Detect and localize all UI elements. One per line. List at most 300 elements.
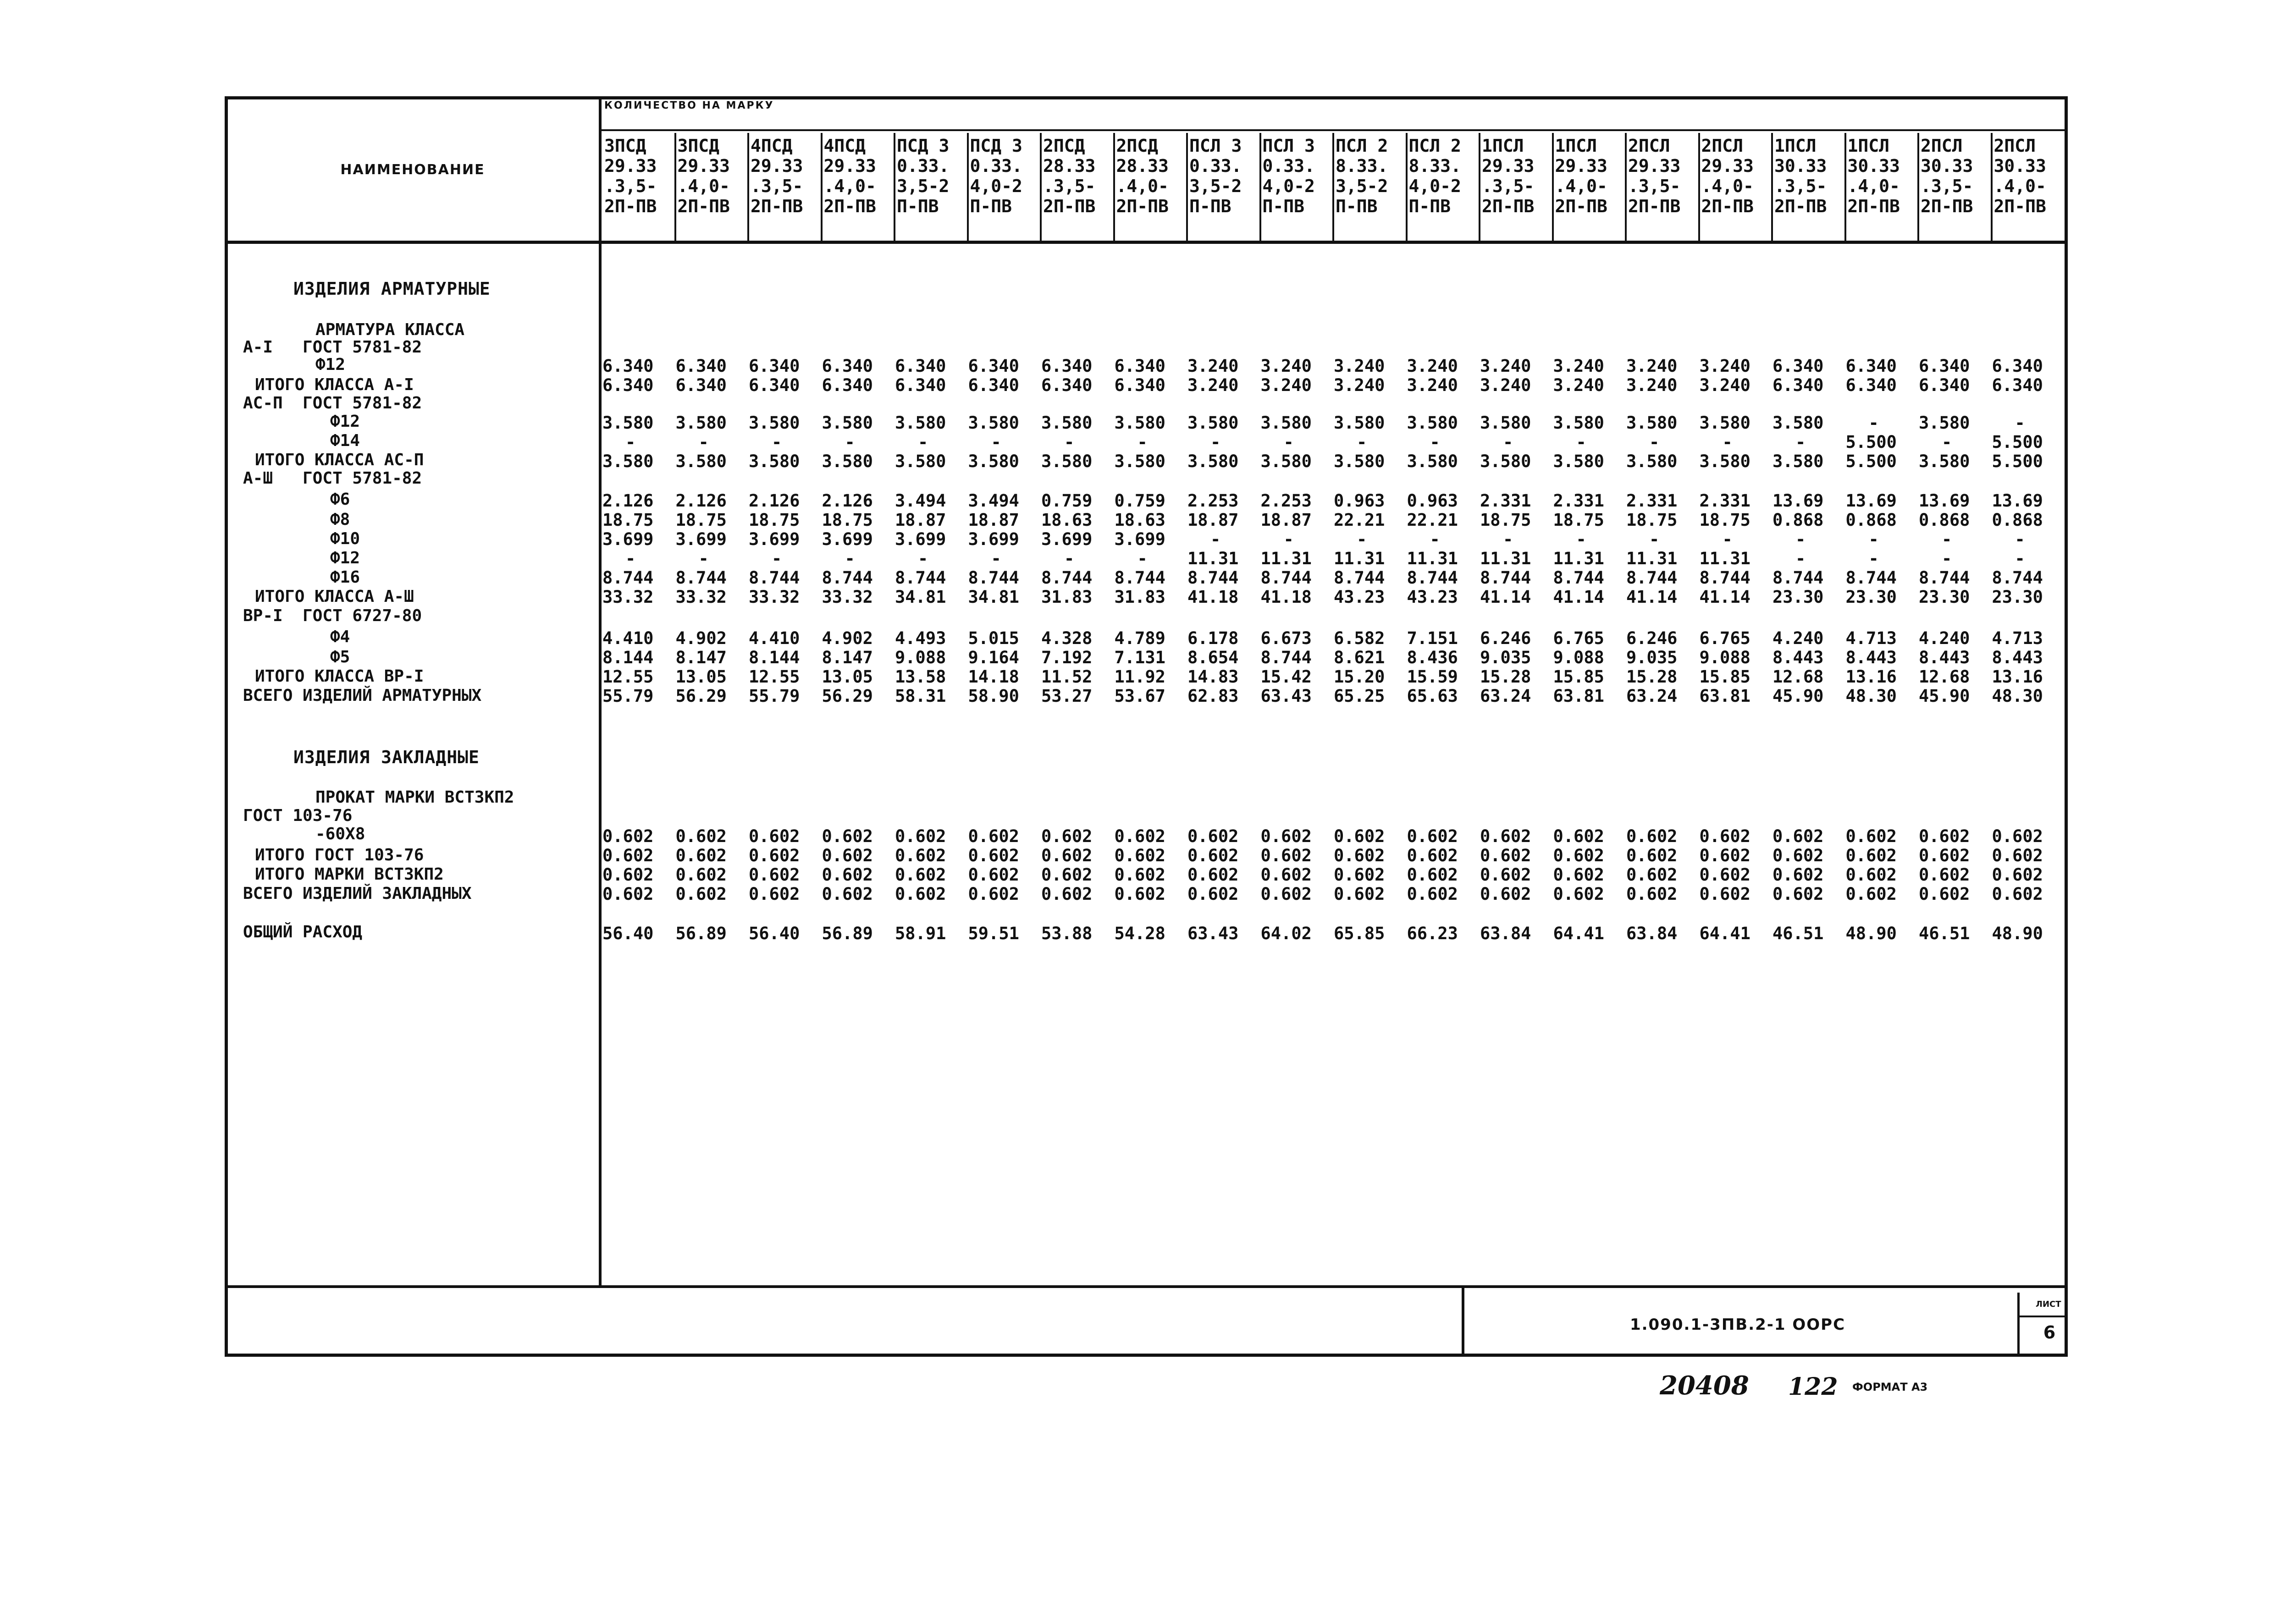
cell-grand: 66.23 <box>1407 924 1458 943</box>
cell-grand: 63.84 <box>1480 924 1531 943</box>
cell-ac2_d14: - <box>918 432 928 452</box>
cell-a3_total: 23.30 <box>1772 587 1824 607</box>
cell-a3_d6: 0.759 <box>1041 491 1093 511</box>
cell-bp1_d5: 7.192 <box>1041 648 1093 667</box>
cell-a3_d16: 8.744 <box>1480 568 1531 588</box>
cell-ac2_d12: 3.580 <box>749 413 800 433</box>
cell-a3_d12: 11.31 <box>1334 549 1385 568</box>
cell-a1_d12: 6.340 <box>1992 356 2043 376</box>
qty-title: КОЛИЧЕСТВО НА МАРКУ <box>604 100 774 111</box>
cell-a3_d6: 13.69 <box>1845 491 1897 511</box>
cell-a1_d12: 6.340 <box>675 356 727 376</box>
cell-ac2_total: 3.580 <box>1480 451 1531 471</box>
cell-bp1_total: 14.18 <box>968 667 1019 687</box>
mark-header-5: ПСД 3 0.33. 3,5-2 П-ПВ <box>897 136 950 216</box>
cell-emb_all: 0.602 <box>1260 884 1312 904</box>
cell-a1_d12: 3.240 <box>1699 356 1750 376</box>
cell-emb_all: 0.602 <box>602 884 654 904</box>
cell-a3_d8: 0.868 <box>1919 510 1970 530</box>
cell-grand: 48.90 <box>1992 924 2043 943</box>
cell-a1_d12: 6.340 <box>895 356 946 376</box>
cell-a3_d10: - <box>1722 529 1733 549</box>
cell-a3_d16: 8.744 <box>602 568 654 588</box>
cell-bp1_total: 13.58 <box>895 667 946 687</box>
label-a1-total: ИТОГО КЛАССА А-I <box>255 375 414 394</box>
cell-ac2_d14: - <box>1576 432 1586 452</box>
cell-emb_size: 0.602 <box>1553 826 1604 846</box>
cell-a3_d16: 8.744 <box>968 568 1019 588</box>
cell-emb_size: 0.602 <box>1114 826 1165 846</box>
cell-ac2_total: 3.580 <box>1699 451 1750 471</box>
cell-a3_d6: 2.126 <box>749 491 800 511</box>
cell-grand: 64.41 <box>1553 924 1604 943</box>
cell-ac2_d12: 3.580 <box>1260 413 1312 433</box>
cell-a3_d6: 2.253 <box>1187 491 1239 511</box>
cell-bp1_d5: 8.443 <box>1845 648 1897 667</box>
cell-a3_d16: 8.744 <box>1772 568 1824 588</box>
cell-emb_size: 0.602 <box>1041 826 1093 846</box>
mark-header-16: 2ПСЛ 29.33 .4,0- 2П-ПВ <box>1701 136 1754 216</box>
cell-bp1_total: 12.55 <box>749 667 800 687</box>
cell-ac2_total: 3.580 <box>1553 451 1604 471</box>
cell-ac2_d12: 3.580 <box>675 413 727 433</box>
cell-a3_d8: 0.868 <box>1845 510 1897 530</box>
cell-emb_all: 0.602 <box>1480 884 1531 904</box>
cell-a1_total: 6.340 <box>1992 375 2043 395</box>
cell-a3_d12: - <box>1942 549 1952 568</box>
cell-a1_d12: 3.240 <box>1260 356 1312 376</box>
mark-header-11: ПСЛ 2 8.33. 3,5-2 П-ПВ <box>1336 136 1388 216</box>
cell-bp1_total: 11.92 <box>1114 667 1165 687</box>
cell-a3_d16: 8.744 <box>675 568 727 588</box>
cell-a3_d8: 18.75 <box>749 510 800 530</box>
cell-emb_all: 0.602 <box>822 884 873 904</box>
cell-ac2_d12: 3.580 <box>602 413 654 433</box>
cell-emb_all: 0.602 <box>1114 884 1165 904</box>
cell-a3_d16: 8.744 <box>1041 568 1093 588</box>
mark-header-7: 2ПСД 28.33 .3,5- 2П-ПВ <box>1043 136 1096 216</box>
cell-bp1_total: 14.83 <box>1187 667 1239 687</box>
cell-a3_d6: 2.126 <box>675 491 727 511</box>
cell-a3_d12: - <box>1795 549 1806 568</box>
cell-ac2_d12: 3.580 <box>1480 413 1531 433</box>
cell-a3_d8: 22.21 <box>1334 510 1385 530</box>
cell-emb_size: 0.602 <box>968 826 1019 846</box>
document-code: 1.090.1-3ПВ.2-1 ООРС <box>1629 1316 1846 1334</box>
cell-bp1_total: 12.68 <box>1772 667 1824 687</box>
cell-a3_total: 33.32 <box>749 587 800 607</box>
cell-ac2_d12: 3.580 <box>1919 413 1970 433</box>
cell-arm_all: 45.90 <box>1919 686 1970 706</box>
cell-bp1_total: 15.28 <box>1480 667 1531 687</box>
sheet-cell-divider <box>2017 1293 2020 1357</box>
cell-ac2_d12: 3.580 <box>1187 413 1239 433</box>
cell-bp1_d4: 4.240 <box>1772 628 1824 648</box>
cell-grand: 56.40 <box>749 924 800 943</box>
mark-header-8: 2ПСД 28.33 .4,0- 2П-ПВ <box>1116 136 1169 216</box>
cell-a3_d12: - <box>1064 549 1075 568</box>
cell-arm_all: 45.90 <box>1772 686 1824 706</box>
cell-a3_total: 33.32 <box>822 587 873 607</box>
cell-mark_total: 0.602 <box>1187 865 1239 885</box>
cell-a3_d8: 18.87 <box>1260 510 1312 530</box>
cell-a1_total: 6.340 <box>1772 375 1824 395</box>
cell-bp1_total: 12.55 <box>602 667 654 687</box>
cell-a1_d12: 6.340 <box>1772 356 1824 376</box>
cell-a3_d8: 18.75 <box>602 510 654 530</box>
cell-arm_all: 55.79 <box>749 686 800 706</box>
label-gost103-total: ИТОГО ГОСТ 103-76 <box>255 846 424 864</box>
cell-ac2_d14: - <box>1722 432 1733 452</box>
cell-bp1_d5: 8.744 <box>1260 648 1312 667</box>
cell-a3_d12: 11.31 <box>1480 549 1531 568</box>
cell-gost103_total: 0.602 <box>1334 846 1385 865</box>
cell-gost103_total: 0.602 <box>1407 846 1458 865</box>
cell-bp1_total: 11.52 <box>1041 667 1093 687</box>
cell-a3_d6: 13.69 <box>1992 491 2043 511</box>
label-a3-d16: Ф16 <box>330 568 360 587</box>
cell-ac2_d14: 5.500 <box>1992 432 2043 452</box>
cell-a3_d8: 18.75 <box>1480 510 1531 530</box>
cell-bp1_d5: 8.621 <box>1334 648 1385 667</box>
cell-bp1_d5: 9.088 <box>1699 648 1750 667</box>
cell-bp1_d4: 4.493 <box>895 628 946 648</box>
cell-a3_d16: 8.744 <box>1334 568 1385 588</box>
cell-a3_d16: 8.744 <box>822 568 873 588</box>
cell-mark_total: 0.602 <box>822 865 873 885</box>
cell-emb_size: 0.602 <box>1480 826 1531 846</box>
cell-a3_d12: - <box>2015 549 2025 568</box>
mark-header-14: 1ПСЛ 29.33 .4,0- 2П-ПВ <box>1555 136 1607 216</box>
cell-ac2_d14: - <box>1283 432 1294 452</box>
cell-a3_total: 23.30 <box>1992 587 2043 607</box>
cell-mark_total: 0.602 <box>1260 865 1312 885</box>
cell-a3_total: 43.23 <box>1407 587 1458 607</box>
cell-gost103_total: 0.602 <box>1845 846 1897 865</box>
cell-bp1_total: 12.68 <box>1919 667 1970 687</box>
cell-bp1_total: 15.20 <box>1334 667 1385 687</box>
cell-a3_d8: 18.63 <box>1114 510 1165 530</box>
cell-a1_total: 6.340 <box>749 375 800 395</box>
cell-emb_all: 0.602 <box>895 884 946 904</box>
cell-a1_d12: 3.240 <box>1553 356 1604 376</box>
cell-a3_d10: 3.699 <box>602 529 654 549</box>
cell-a3_d6: 2.126 <box>822 491 873 511</box>
cell-arm_all: 48.30 <box>1992 686 2043 706</box>
cell-bp1_total: 13.16 <box>1845 667 1897 687</box>
cell-ac2_d12: - <box>1868 413 1879 433</box>
cell-arm_all: 63.81 <box>1553 686 1604 706</box>
cell-a1_total: 3.240 <box>1334 375 1385 395</box>
sheet-number: 6 <box>2043 1322 2056 1343</box>
cell-a3_d8: 0.868 <box>1992 510 2043 530</box>
cell-a3_d10: - <box>1357 529 1367 549</box>
cell-a3_d6: 0.759 <box>1114 491 1165 511</box>
cell-a1_total: 3.240 <box>1626 375 1678 395</box>
cell-a3_d8: 18.87 <box>1187 510 1239 530</box>
cell-ac2_d14: - <box>1430 432 1440 452</box>
cell-emb_all: 0.602 <box>1845 884 1897 904</box>
cell-bp1_d4: 6.246 <box>1626 628 1678 648</box>
cell-bp1_d5: 8.144 <box>602 648 654 667</box>
cell-a3_d12: - <box>625 549 636 568</box>
cell-bp1_d4: 6.246 <box>1480 628 1531 648</box>
cell-ac2_d14: - <box>845 432 855 452</box>
cell-bp1_d4: 6.178 <box>1187 628 1239 648</box>
cell-a1_d12: 6.340 <box>1114 356 1165 376</box>
cell-gost103_total: 0.602 <box>1699 846 1750 865</box>
cell-emb_size: 0.602 <box>1334 826 1385 846</box>
mark-header-20: 2ПСЛ 30.33 .4,0- 2П-ПВ <box>1993 136 2046 216</box>
cell-a1_total: 3.240 <box>1480 375 1531 395</box>
cell-a3_total: 41.14 <box>1699 587 1750 607</box>
cell-bp1_d4: 4.789 <box>1114 628 1165 648</box>
sheet-label: ЛИСТ <box>2036 1299 2061 1309</box>
cell-a3_d16: 8.744 <box>749 568 800 588</box>
cell-a3_d16: 8.744 <box>1187 568 1239 588</box>
cell-ac2_d14: - <box>1795 432 1806 452</box>
cell-a3_d10: - <box>1942 529 1952 549</box>
cell-a1_total: 6.340 <box>895 375 946 395</box>
cell-grand: 59.51 <box>968 924 1019 943</box>
cell-a3_d6: 2.331 <box>1480 491 1531 511</box>
mark-header-12: ПСЛ 2 8.33. 4,0-2 П-ПВ <box>1408 136 1461 216</box>
label-size: -60Х8 <box>315 825 365 843</box>
cell-bp1_d5: 8.443 <box>1772 648 1824 667</box>
stamp-top-line <box>225 1285 2068 1288</box>
cell-ac2_d14: - <box>1137 432 1148 452</box>
cell-bp1_d4: 4.713 <box>1992 628 2043 648</box>
cell-emb_all: 0.602 <box>1919 884 1970 904</box>
name-column-header: НАИМЕНОВАНИЕ <box>340 161 485 178</box>
cell-a1_d12: 6.340 <box>749 356 800 376</box>
label-a3-d10: Ф10 <box>330 529 360 548</box>
cell-a1_d12: 3.240 <box>1187 356 1239 376</box>
stamp-divider <box>1462 1285 1464 1357</box>
mark-header-19: 2ПСЛ 30.33 .3,5- 2П-ПВ <box>1921 136 1973 216</box>
cell-bp1_d5: 9.088 <box>1553 648 1604 667</box>
cell-emb_size: 0.602 <box>1187 826 1239 846</box>
cell-a3_total: 41.14 <box>1553 587 1604 607</box>
cell-arm_all: 58.90 <box>968 686 1019 706</box>
cell-ac2_total: 3.580 <box>749 451 800 471</box>
cell-bp1_d5: 8.654 <box>1187 648 1239 667</box>
cell-ac2_d12: 3.580 <box>1626 413 1678 433</box>
cell-ac2_d12: 3.580 <box>1041 413 1093 433</box>
label-arm-all: ВСЕГО ИЗДЕЛИЙ АРМАТУРНЫХ <box>243 686 482 705</box>
cell-arm_all: 62.83 <box>1187 686 1239 706</box>
cell-emb_size: 0.602 <box>1626 826 1678 846</box>
cell-bp1_d4: 4.713 <box>1845 628 1897 648</box>
cell-a3_d16: 8.744 <box>895 568 946 588</box>
cell-ac2_d14: - <box>991 432 1001 452</box>
cell-a1_total: 6.340 <box>1919 375 1970 395</box>
cell-bp1_total: 13.05 <box>822 667 873 687</box>
cell-grand: 65.85 <box>1334 924 1385 943</box>
cell-mark_total: 0.602 <box>1845 865 1897 885</box>
cell-emb_all: 0.602 <box>749 884 800 904</box>
cell-ac2_total: 3.580 <box>1334 451 1385 471</box>
cell-a3_total: 41.18 <box>1260 587 1312 607</box>
cell-gost103_total: 0.602 <box>675 846 727 865</box>
cell-emb_size: 0.602 <box>1992 826 2043 846</box>
cell-bp1_d4: 4.328 <box>1041 628 1093 648</box>
cell-emb_all: 0.602 <box>1041 884 1093 904</box>
cell-a3_total: 23.30 <box>1845 587 1897 607</box>
cell-arm_all: 58.31 <box>895 686 946 706</box>
cell-a3_d8: 18.63 <box>1041 510 1093 530</box>
mark-header-9: ПСЛ 3 0.33. 3,5-2 П-ПВ <box>1189 136 1242 216</box>
cell-gost103_total: 0.602 <box>1187 846 1239 865</box>
cell-a3_d10: - <box>1503 529 1513 549</box>
cell-a3_d6: 13.69 <box>1919 491 1970 511</box>
cell-gost103_total: 0.602 <box>1992 846 2043 865</box>
cell-a1_total: 3.240 <box>1260 375 1312 395</box>
cell-mark_total: 0.602 <box>968 865 1019 885</box>
cell-a3_d10: - <box>1649 529 1660 549</box>
cell-bp1_d5: 9.164 <box>968 648 1019 667</box>
cell-a3_d6: 2.331 <box>1553 491 1604 511</box>
cell-mark_total: 0.602 <box>895 865 946 885</box>
cell-arm_all: 53.67 <box>1114 686 1165 706</box>
cell-bp1_total: 15.28 <box>1626 667 1678 687</box>
cell-bp1_d5: 8.147 <box>675 648 727 667</box>
cell-a3_total: 31.83 <box>1041 587 1093 607</box>
cell-gost103_total: 0.602 <box>895 846 946 865</box>
cell-bp1_d4: 4.410 <box>602 628 654 648</box>
cell-a3_d6: 2.126 <box>602 491 654 511</box>
mark-header-4: 4ПСД 29.33 .4,0- 2П-ПВ <box>823 136 876 216</box>
cell-a3_d16: 8.744 <box>1407 568 1458 588</box>
cell-grand: 63.84 <box>1626 924 1678 943</box>
cell-a1_total: 6.340 <box>1041 375 1093 395</box>
cell-emb_size: 0.602 <box>895 826 946 846</box>
cell-gost103_total: 0.602 <box>1772 846 1824 865</box>
cell-bp1_d5: 8.436 <box>1407 648 1458 667</box>
cell-a1_total: 6.340 <box>1114 375 1165 395</box>
cell-grand: 64.02 <box>1260 924 1312 943</box>
qty-title-line <box>601 129 2068 131</box>
section-embedded: ИЗДЕЛИЯ ЗАКЛАДНЫЕ <box>293 747 480 767</box>
cell-ac2_total: 3.580 <box>1407 451 1458 471</box>
cell-bp1_total: 15.85 <box>1699 667 1750 687</box>
cell-grand: 63.43 <box>1187 924 1239 943</box>
cell-mark_total: 0.602 <box>1041 865 1093 885</box>
cell-a3_d16: 8.744 <box>1992 568 2043 588</box>
label-gost103: ГОСТ 103-76 <box>243 806 353 825</box>
cell-arm_all: 53.27 <box>1041 686 1093 706</box>
cell-a1_d12: 6.340 <box>1919 356 1970 376</box>
cell-gost103_total: 0.602 <box>602 846 654 865</box>
cell-a3_total: 34.81 <box>968 587 1019 607</box>
cell-a1_total: 6.340 <box>968 375 1019 395</box>
cell-a3_total: 31.83 <box>1114 587 1165 607</box>
cell-emb_all: 0.602 <box>968 884 1019 904</box>
cell-ac2_d14: 5.500 <box>1845 432 1897 452</box>
cell-a3_d12: - <box>845 549 855 568</box>
cell-mark_total: 0.602 <box>675 865 727 885</box>
cell-a3_d10: 3.699 <box>968 529 1019 549</box>
cell-ac2_total: 3.580 <box>1187 451 1239 471</box>
cell-ac2_d12: 3.580 <box>895 413 946 433</box>
cell-emb_size: 0.602 <box>1699 826 1750 846</box>
cell-mark_total: 0.602 <box>749 865 800 885</box>
cell-ac2_total: 3.580 <box>675 451 727 471</box>
cell-emb_all: 0.602 <box>1992 884 2043 904</box>
cell-a3_d6: 3.494 <box>895 491 946 511</box>
cell-a3_total: 34.81 <box>895 587 946 607</box>
cell-ac2_total: 3.580 <box>895 451 946 471</box>
cell-mark_total: 0.602 <box>1772 865 1824 885</box>
cell-emb_all: 0.602 <box>1772 884 1824 904</box>
cell-bp1_d4: 6.582 <box>1334 628 1385 648</box>
cell-arm_all: 65.63 <box>1407 686 1458 706</box>
cell-gost103_total: 0.602 <box>1626 846 1678 865</box>
cell-a3_d8: 18.75 <box>675 510 727 530</box>
table-frame <box>225 96 2068 1357</box>
cell-bp1_d4: 7.151 <box>1407 628 1458 648</box>
cell-ac2_total: 3.580 <box>602 451 654 471</box>
cell-arm_all: 56.29 <box>822 686 873 706</box>
cell-a3_total: 33.32 <box>602 587 654 607</box>
cell-a1_total: 3.240 <box>1699 375 1750 395</box>
cell-ac2_d14: - <box>772 432 782 452</box>
label-a3-d8: Ф8 <box>330 510 350 529</box>
cell-grand: 56.89 <box>675 924 727 943</box>
mark-header-1: 3ПСД 29.33 .3,5- 2П-ПВ <box>604 136 657 216</box>
cell-a3_d12: 11.31 <box>1187 549 1239 568</box>
label-ac2-total: ИТОГО КЛАССА АС-П <box>255 451 424 469</box>
cell-bp1_d5: 7.131 <box>1114 648 1165 667</box>
cell-a3_d16: 8.744 <box>1699 568 1750 588</box>
cell-ac2_d12: 3.580 <box>968 413 1019 433</box>
cell-grand: 64.41 <box>1699 924 1750 943</box>
cell-a3_d10: - <box>1795 529 1806 549</box>
cell-bp1_total: 15.85 <box>1553 667 1604 687</box>
cell-bp1_total: 13.16 <box>1992 667 2043 687</box>
mark-header-2: 3ПСД 29.33 .4,0- 2П-ПВ <box>677 136 730 216</box>
cell-a1_d12: 6.340 <box>1845 356 1897 376</box>
cell-bp1_d5: 8.147 <box>822 648 873 667</box>
cell-ac2_d12: 3.580 <box>1334 413 1385 433</box>
cell-ac2_d14: - <box>1649 432 1660 452</box>
cell-a3_total: 41.18 <box>1187 587 1239 607</box>
cell-a3_d6: 2.331 <box>1626 491 1678 511</box>
cell-mark_total: 0.602 <box>602 865 654 885</box>
cell-a3_total: 41.14 <box>1626 587 1678 607</box>
cell-emb_size: 0.602 <box>1260 826 1312 846</box>
cell-mark_total: 0.602 <box>1334 865 1385 885</box>
cell-bp1_d4: 6.765 <box>1553 628 1604 648</box>
cell-a3_d16: 8.744 <box>1626 568 1678 588</box>
cell-emb_size: 0.602 <box>1845 826 1897 846</box>
cell-arm_all: 48.30 <box>1845 686 1897 706</box>
label-bp1-d4: Ф4 <box>330 628 350 646</box>
cell-gost103_total: 0.602 <box>1480 846 1531 865</box>
cell-emb_all: 0.602 <box>675 884 727 904</box>
cell-a3_d10: 3.699 <box>1114 529 1165 549</box>
mark-header-15: 2ПСЛ 29.33 .3,5- 2П-ПВ <box>1628 136 1681 216</box>
cell-a1_d12: 3.240 <box>1626 356 1678 376</box>
cell-ac2_total: 3.580 <box>1772 451 1824 471</box>
cell-emb_all: 0.602 <box>1699 884 1750 904</box>
cell-a3_d12: - <box>1137 549 1148 568</box>
label-bp1: ВР-I ГОСТ 6727-80 <box>243 606 422 625</box>
cell-a3_d8: 18.87 <box>895 510 946 530</box>
cell-emb_all: 0.602 <box>1553 884 1604 904</box>
cell-a3_d8: 22.21 <box>1407 510 1458 530</box>
cell-a3_total: 23.30 <box>1919 587 1970 607</box>
